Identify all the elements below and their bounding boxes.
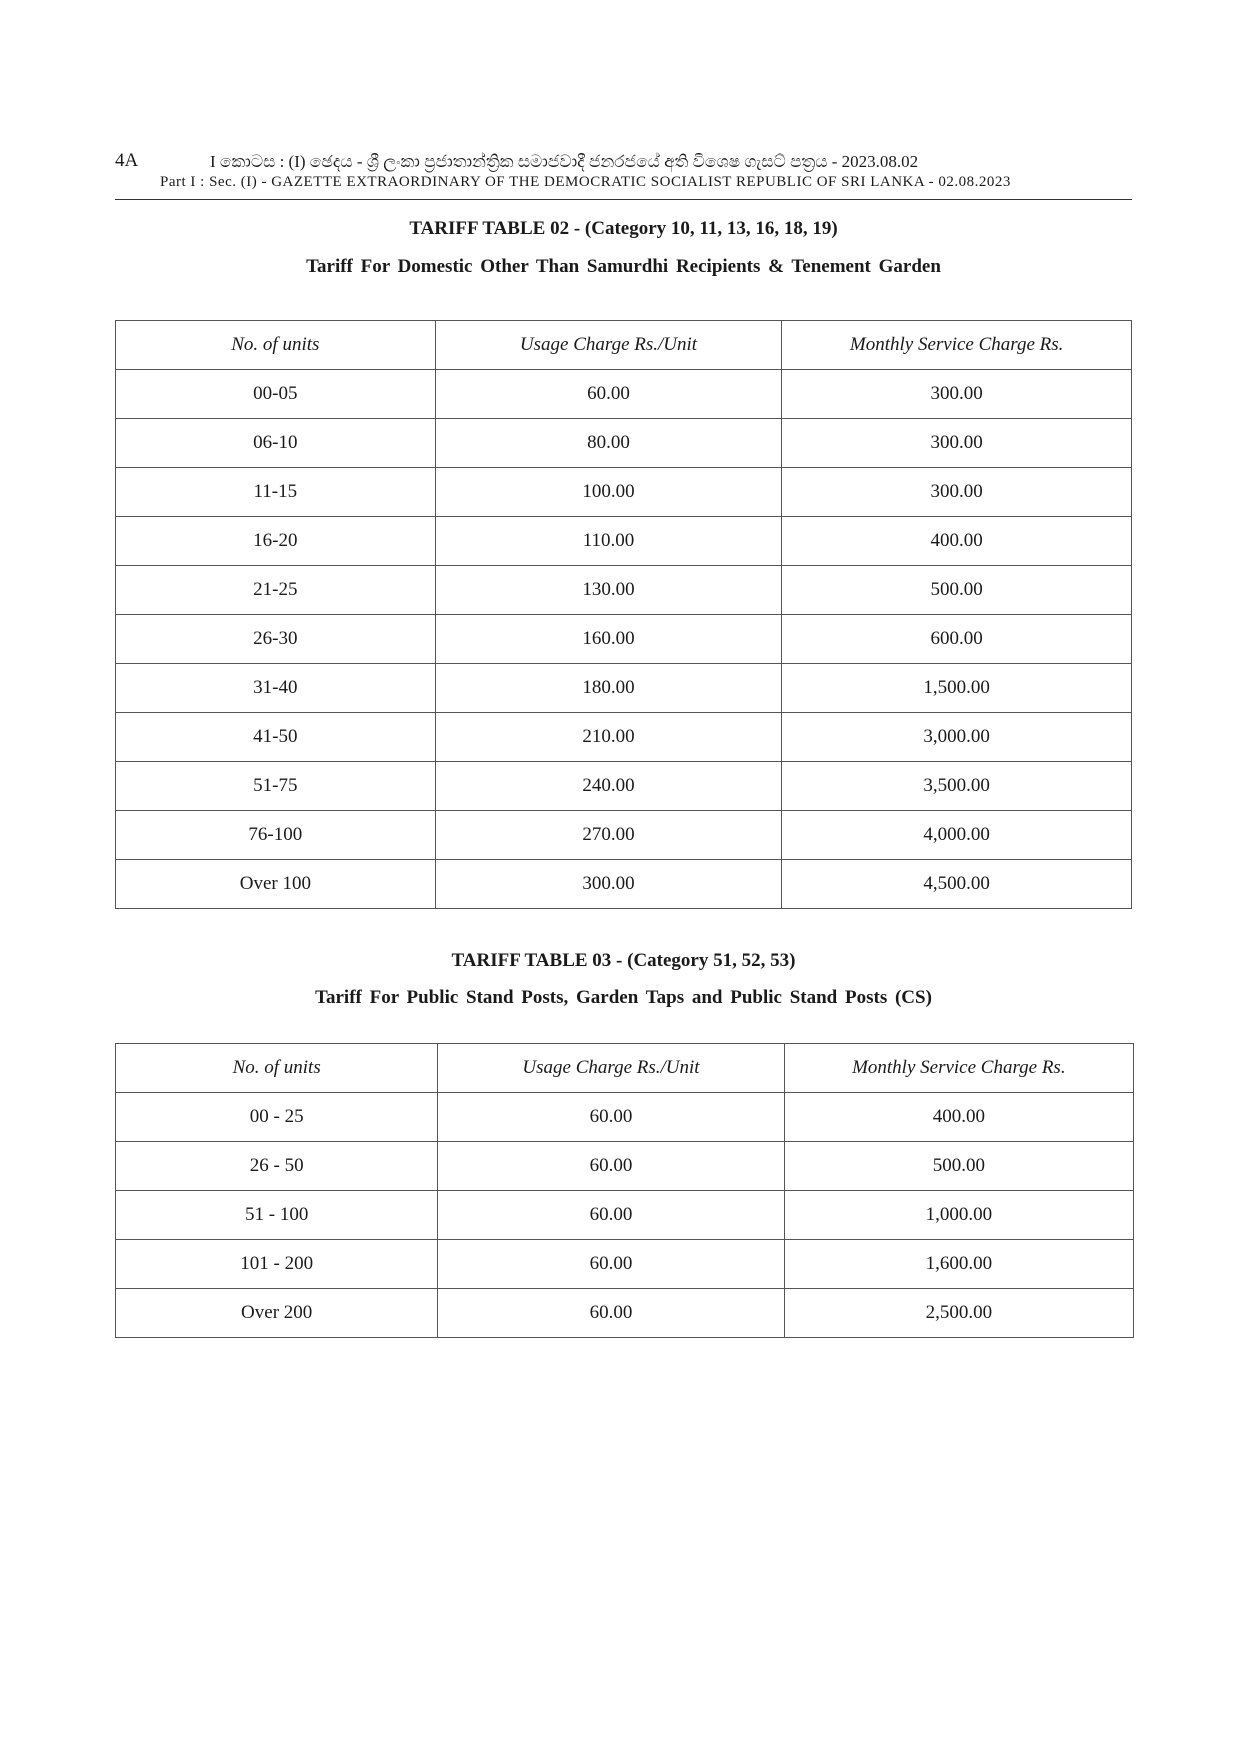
- cell-usage: 130.00: [435, 566, 782, 615]
- cell-service: 4,000.00: [782, 811, 1132, 860]
- cell-units: 06-10: [116, 419, 436, 468]
- cell-units: 101 - 200: [116, 1240, 438, 1289]
- table-row: [116, 1142, 1134, 1191]
- cell-usage: 100.00: [435, 468, 782, 517]
- header-divider: [115, 199, 1132, 200]
- cell-units: 11-15: [116, 468, 436, 517]
- column-header-service-charge: Monthly Service Charge Rs.: [784, 1044, 1133, 1093]
- gazette-header-english: Part I : Sec. (I) - GAZETTE EXTRAORDINARY OF THE DEMOCRATIC SOCIALIST REPUBLIC OF SRI LANKA - 02.08.2023: [160, 174, 1011, 190]
- column-header-units: No. of units: [116, 1044, 438, 1093]
- cell-units: 16-20: [116, 517, 436, 566]
- cell-usage: 160.00: [435, 615, 782, 664]
- table-row: [116, 1191, 1134, 1240]
- table-row: [116, 860, 1132, 909]
- column-header-units: No. of units: [116, 321, 436, 370]
- column-header-usage-charge: Usage Charge Rs./Unit: [438, 1044, 784, 1093]
- cell-usage: 180.00: [435, 664, 782, 713]
- cell-usage: 300.00: [435, 860, 782, 909]
- table-row: [116, 1289, 1134, 1338]
- table-row: [116, 468, 1132, 517]
- cell-usage: 60.00: [435, 370, 782, 419]
- table-row: [116, 1240, 1134, 1289]
- cell-usage: 110.00: [435, 517, 782, 566]
- cell-service: 500.00: [784, 1142, 1133, 1191]
- tariff-table-03: [115, 1043, 1134, 1338]
- cell-units: 00-05: [116, 370, 436, 419]
- table-row: [116, 370, 1132, 419]
- table-row: [116, 566, 1132, 615]
- page-number: 4A: [115, 150, 139, 171]
- cell-usage: 240.00: [435, 762, 782, 811]
- cell-units: Over 200: [116, 1289, 438, 1338]
- column-header-service-charge: Monthly Service Charge Rs.: [782, 321, 1132, 370]
- cell-usage: 60.00: [438, 1093, 784, 1142]
- cell-service: 2,500.00: [784, 1289, 1133, 1338]
- gazette-header-sinhala: I කොටස : (I) ඡෙදය - ශ්‍රී ලංකා ප්‍රජාතාන්ත්‍රික සමාජවාදී ජනරජයේ අති විශෙෂ ගැසට් පත්‍රය - 2023.08.02: [210, 152, 919, 171]
- cell-service: 3,500.00: [782, 762, 1132, 811]
- cell-service: 600.00: [782, 615, 1132, 664]
- cell-usage: 60.00: [438, 1289, 784, 1338]
- cell-service: 1,000.00: [784, 1191, 1133, 1240]
- table-row: [116, 615, 1132, 664]
- cell-service: 500.00: [782, 566, 1132, 615]
- column-header-usage-charge: Usage Charge Rs./Unit: [435, 321, 782, 370]
- table-row: [116, 664, 1132, 713]
- table-row: [116, 419, 1132, 468]
- cell-units: 00 - 25: [116, 1093, 438, 1142]
- table-row: [116, 1093, 1134, 1142]
- table03-subtitle: Tariff For Public Stand Posts, Garden Taps and Public Stand Posts (CS): [315, 987, 932, 1008]
- table02-subtitle: Tariff For Domestic Other Than Samurdhi Recipients & Tenement Garden: [306, 256, 941, 277]
- cell-service: 400.00: [784, 1093, 1133, 1142]
- cell-service: 4,500.00: [782, 860, 1132, 909]
- cell-service: 3,000.00: [782, 713, 1132, 762]
- cell-service: 1,500.00: [782, 664, 1132, 713]
- cell-units: 26 - 50: [116, 1142, 438, 1191]
- table-row: [116, 713, 1132, 762]
- cell-units: 26-30: [116, 615, 436, 664]
- cell-units: 51 - 100: [116, 1191, 438, 1240]
- cell-usage: 60.00: [438, 1240, 784, 1289]
- cell-usage: 80.00: [435, 419, 782, 468]
- cell-units: 21-25: [116, 566, 436, 615]
- cell-usage: 270.00: [435, 811, 782, 860]
- cell-units: Over 100: [116, 860, 436, 909]
- cell-service: 400.00: [782, 517, 1132, 566]
- cell-units: 41-50: [116, 713, 436, 762]
- cell-service: 300.00: [782, 468, 1132, 517]
- cell-usage: 60.00: [438, 1191, 784, 1240]
- table-row: [116, 811, 1132, 860]
- table-row: [116, 762, 1132, 811]
- table-header-row: [116, 321, 1132, 370]
- cell-usage: 60.00: [438, 1142, 784, 1191]
- cell-units: 51-75: [116, 762, 436, 811]
- tariff-table-02: [115, 320, 1132, 909]
- table-header-row: [116, 1044, 1134, 1093]
- cell-service: 300.00: [782, 370, 1132, 419]
- cell-service: 300.00: [782, 419, 1132, 468]
- cell-units: 76-100: [116, 811, 436, 860]
- cell-usage: 210.00: [435, 713, 782, 762]
- cell-units: 31-40: [116, 664, 436, 713]
- table02-title: TARIFF TABLE 02 - (Category 10, 11, 13, 16, 18, 19): [409, 218, 838, 239]
- table03-title: TARIFF TABLE 03 - (Category 51, 52, 53): [451, 950, 796, 971]
- cell-service: 1,600.00: [784, 1240, 1133, 1289]
- table-row: [116, 517, 1132, 566]
